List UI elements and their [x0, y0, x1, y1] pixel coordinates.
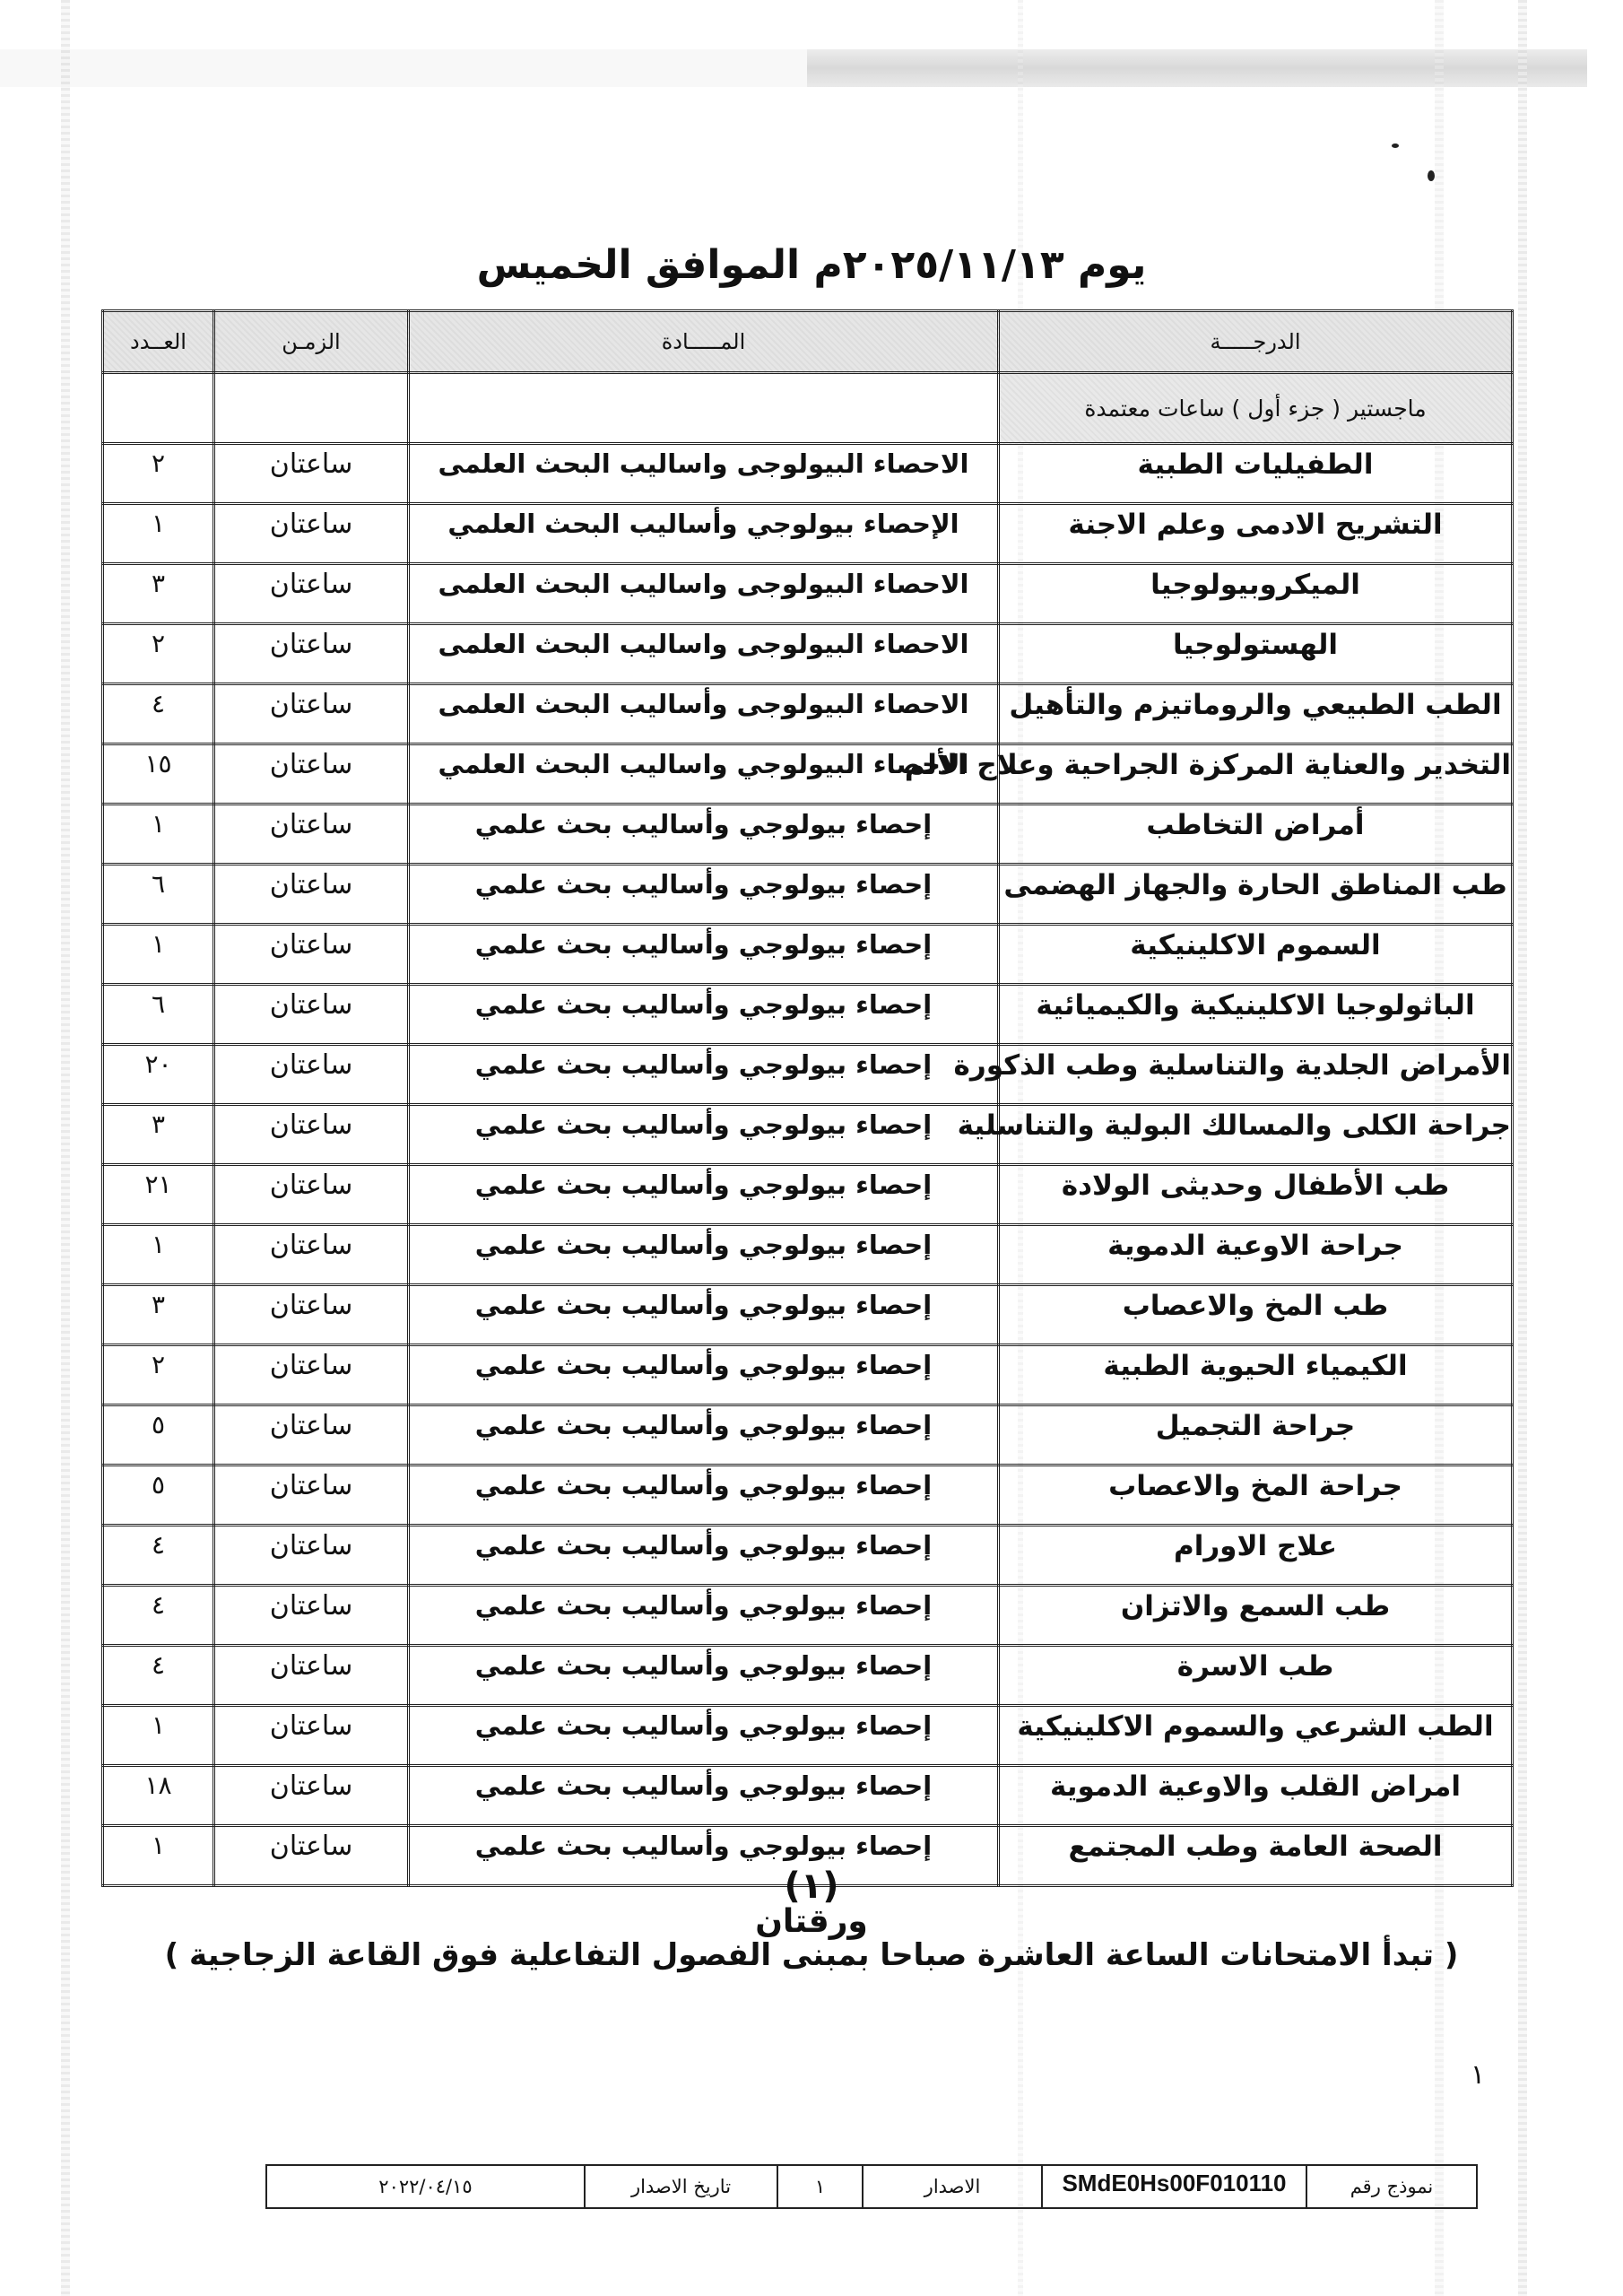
degree-cell: الصحة العامة وطب المجتمع — [999, 1826, 1513, 1886]
degree-cell: الأمراض الجلدية والتناسلية وطب الذكورة — [999, 1045, 1513, 1105]
header-subject: المـــــادة — [409, 311, 999, 373]
exam-schedule-table — [101, 309, 1514, 1887]
subject-cell: إحصاء بيولوجي وأساليب بحث علمي — [409, 1225, 999, 1285]
degree-cell: السموم الاكلينيكية — [999, 925, 1513, 985]
subject-cell: إحصاء بيولوجي وأساليب بحث علمي — [409, 1766, 999, 1826]
subject-cell: إحصاء بيولوجي وأساليب بحث علمي — [409, 1165, 999, 1225]
table-row — [103, 1646, 1513, 1706]
scan-artifact-band-right — [807, 49, 1587, 87]
time-cell: ساعتان — [214, 804, 409, 865]
subject-cell: إحصاء بيولوجي وأساليب بحث علمي — [409, 1526, 999, 1586]
count-cell: ١ — [103, 1225, 214, 1285]
table-row — [103, 744, 1513, 804]
count-cell: ٢ — [103, 1345, 214, 1405]
subject-cell: إحصاء بيولوجي وأساليب بحث علمي — [409, 1045, 999, 1105]
time-cell: ساعتان — [214, 1586, 409, 1646]
table-header-row — [103, 311, 1513, 373]
time-cell: ساعتان — [214, 504, 409, 564]
page-title: يوم ٢٠٢٥/١١/١٣م الموافق الخميس — [476, 242, 1147, 288]
scan-speck — [1428, 170, 1435, 181]
count-cell: ٥ — [103, 1465, 214, 1526]
time-cell: ساعتان — [214, 1165, 409, 1225]
count-cell: ٦ — [103, 865, 214, 925]
count-cell: ٤ — [103, 1646, 214, 1706]
count-cell: ٢ — [103, 444, 214, 504]
count-cell: ١ — [103, 504, 214, 564]
subject-cell: إحصاء بيولوجي وأساليب بحث علمي — [409, 1586, 999, 1646]
header-degree: الدرجـــــة — [999, 311, 1513, 373]
subject-cell: الإحصاء بيولوجي وأساليب البحث العلمي — [409, 504, 999, 564]
subject-cell: الاحصاء البيولوجى واساليب البحث العلمى — [409, 444, 999, 504]
table-row — [103, 504, 1513, 564]
header-count: العــدد — [103, 311, 214, 373]
degree-cell: الميكروبيولوجيا — [999, 564, 1513, 624]
table-row — [103, 925, 1513, 985]
empty-cell — [214, 373, 409, 444]
count-cell: ٥ — [103, 1405, 214, 1465]
table-row — [103, 1045, 1513, 1105]
subject-cell: الاحصاء البيولوجي واساليب البحث العلمي — [409, 744, 999, 804]
issue-value: ١ — [777, 2165, 863, 2208]
count-cell: ١٥ — [103, 744, 214, 804]
count-cell: ٤ — [103, 684, 214, 744]
subject-cell: إحصاء بيولوجي وأساليب بحث علمي — [409, 1706, 999, 1766]
program-row — [103, 373, 1513, 444]
program-label: ماجستير ( جزء أول ) ساعات معتمدة — [999, 373, 1513, 444]
table-row — [103, 1766, 1513, 1826]
table-row — [103, 564, 1513, 624]
degree-cell: طب المخ والاعصاب — [999, 1285, 1513, 1345]
time-cell: ساعتان — [214, 1526, 409, 1586]
form-number-value: SMdE0Hs00F010110 — [1042, 2165, 1306, 2208]
subject-cell: إحصاء بيولوجي وأساليب بحث علمي — [409, 1285, 999, 1345]
degree-cell: التخدير والعناية المركزة الجراحية وعلاج الألم — [999, 744, 1513, 804]
count-cell: ٣ — [103, 1105, 214, 1165]
table-row — [103, 804, 1513, 865]
degree-cell: الطب الشرعي والسموم الاكلينيكية — [999, 1706, 1513, 1766]
table-row — [103, 1586, 1513, 1646]
time-cell: ساعتان — [214, 1706, 409, 1766]
form-footer-row — [266, 2165, 1477, 2208]
table-row — [103, 1706, 1513, 1766]
count-cell: ١ — [103, 804, 214, 865]
table-row — [103, 1165, 1513, 1225]
issue-date-value: ٢٠٢٢/٠٤/١٥ — [266, 2165, 585, 2208]
count-cell: ٣ — [103, 564, 214, 624]
count-cell: ١٨ — [103, 1766, 214, 1826]
table-row — [103, 684, 1513, 744]
degree-cell: التشريح الادمى وعلم الاجنة — [999, 504, 1513, 564]
time-cell: ساعتان — [214, 1285, 409, 1345]
form-footer-table — [265, 2164, 1478, 2209]
count-cell: ٦ — [103, 985, 214, 1045]
time-cell: ساعتان — [214, 1465, 409, 1526]
degree-cell: الهستولوجيا — [999, 624, 1513, 684]
degree-cell: الكيمياء الحيوية الطبية — [999, 1345, 1513, 1405]
form-number-label: نموذج رقم — [1306, 2165, 1477, 2208]
count-cell: ٤ — [103, 1526, 214, 1586]
degree-cell: الباثولوجيا الاكلينيكية والكيميائية — [999, 985, 1513, 1045]
count-cell: ١ — [103, 1826, 214, 1886]
count-cell: ٢٠ — [103, 1045, 214, 1105]
subject-cell: الاحصاء البيولوجى واساليب البحث العلمى — [409, 564, 999, 624]
table-row — [103, 1526, 1513, 1586]
time-cell: ساعتان — [214, 624, 409, 684]
subject-cell: إحصاء بيولوجي وأساليب بحث علمي — [409, 1105, 999, 1165]
table-row — [103, 1465, 1513, 1526]
time-cell: ساعتان — [214, 1766, 409, 1826]
table-row — [103, 1225, 1513, 1285]
page-mark: ١ — [1471, 2059, 1486, 2091]
time-cell: ساعتان — [214, 1345, 409, 1405]
issue-label: الاصدار — [863, 2165, 1042, 2208]
degree-cell: جراحة المخ والاعصاب — [999, 1465, 1513, 1526]
time-cell: ساعتان — [214, 744, 409, 804]
count-cell: ٤ — [103, 1586, 214, 1646]
degree-cell: علاج الاورام — [999, 1526, 1513, 1586]
subject-cell: إحصاء بيولوجي وأساليب بحث علمي — [409, 1646, 999, 1706]
count-cell: ١ — [103, 925, 214, 985]
subject-cell: إحصاء بيولوجي وأساليب بحث علمي — [409, 1465, 999, 1526]
papers-number: (١) — [784, 1866, 839, 1907]
degree-cell: الطفيليات الطبية — [999, 444, 1513, 504]
degree-cell: طب المناطق الحارة والجهاز الهضمى — [999, 865, 1513, 925]
papers-label: ورقتان — [755, 1903, 868, 1940]
count-cell: ٣ — [103, 1285, 214, 1345]
time-cell: ساعتان — [214, 1045, 409, 1105]
table-row — [103, 1285, 1513, 1345]
degree-cell: جراحة التجميل — [999, 1405, 1513, 1465]
time-cell: ساعتان — [214, 684, 409, 744]
empty-cell — [103, 373, 214, 444]
table-row — [103, 1105, 1513, 1165]
exam-location-note: ( تبدأ الامتحانات الساعة العاشرة صباحا بمبنى الفصول التفاعلية فوق القاعة الزجاجية ) — [164, 1937, 1459, 1973]
time-cell: ساعتان — [214, 865, 409, 925]
time-cell: ساعتان — [214, 1105, 409, 1165]
issue-date-label: تاريخ الاصدار — [585, 2165, 777, 2208]
subject-cell: إحصاء بيولوجي وأساليب بحث علمي — [409, 1345, 999, 1405]
degree-cell: طب الاسرة — [999, 1646, 1513, 1706]
degree-cell: الطب الطبيعي والروماتيزم والتأهيل — [999, 684, 1513, 744]
table-row — [103, 624, 1513, 684]
header-time: الزمـن — [214, 311, 409, 373]
count-cell: ٢ — [103, 624, 214, 684]
table-row — [103, 444, 1513, 504]
time-cell: ساعتان — [214, 985, 409, 1045]
subject-cell: إحصاء بيولوجي وأساليب بحث علمي — [409, 804, 999, 865]
count-cell: ٢١ — [103, 1165, 214, 1225]
subject-cell: إحصاء بيولوجي وأساليب بحث علمي — [409, 985, 999, 1045]
time-cell: ساعتان — [214, 564, 409, 624]
time-cell: ساعتان — [214, 1225, 409, 1285]
table-row — [103, 1405, 1513, 1465]
degree-cell: جراحة الاوعية الدموية — [999, 1225, 1513, 1285]
degree-cell: طب السمع والاتزان — [999, 1586, 1513, 1646]
scan-artifact-band-left — [0, 49, 807, 87]
degree-cell: أمراض التخاطب — [999, 804, 1513, 865]
table-row — [103, 1345, 1513, 1405]
table-row — [103, 985, 1513, 1045]
subject-cell: إحصاء بيولوجي وأساليب بحث علمي — [409, 865, 999, 925]
subject-cell: إحصاء بيولوجي وأساليب بحث علمي — [409, 925, 999, 985]
subject-cell: إحصاء بيولوجي وأساليب بحث علمي — [409, 1826, 999, 1886]
subject-cell: الاحصاء البيولوجى وأساليب البحث العلمى — [409, 684, 999, 744]
time-cell: ساعتان — [214, 1646, 409, 1706]
time-cell: ساعتان — [214, 1826, 409, 1886]
empty-cell — [409, 373, 999, 444]
count-cell: ١ — [103, 1706, 214, 1766]
scan-speck — [1392, 144, 1399, 148]
subject-cell: الاحصاء البيولوجى واساليب البحث العلمى — [409, 624, 999, 684]
time-cell: ساعتان — [214, 1405, 409, 1465]
degree-cell: طب الأطفال وحديثى الولادة — [999, 1165, 1513, 1225]
subject-cell: إحصاء بيولوجي وأساليب بحث علمي — [409, 1405, 999, 1465]
degree-cell: جراحة الكلى والمسالك البولية والتناسلية — [999, 1105, 1513, 1165]
time-cell: ساعتان — [214, 444, 409, 504]
table-row — [103, 865, 1513, 925]
time-cell: ساعتان — [214, 925, 409, 985]
degree-cell: امراض القلب والاوعية الدموية — [999, 1766, 1513, 1826]
